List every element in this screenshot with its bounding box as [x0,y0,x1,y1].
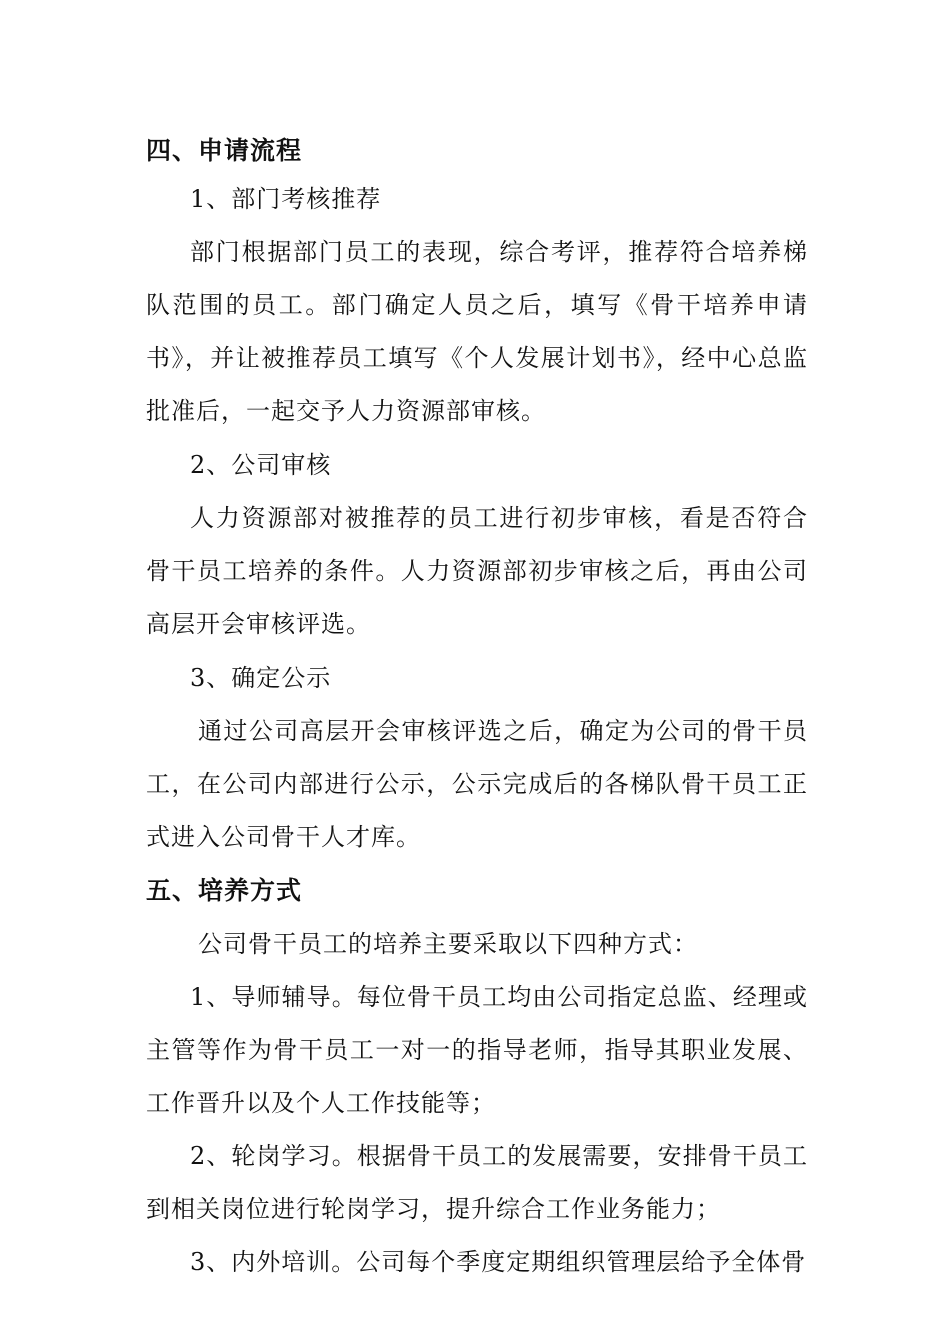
step-heading-confirm-publicize: 3、确定公示 [190,664,332,692]
section-heading-training-methods: 五、培养方式 [146,876,303,905]
step-body-department-recommendation: 部门根据部门员工的表现，综合考评，推荐符合培养梯队范围的员工。部门确定人员之后，填写《骨干培养申请书》，并让被推荐员工填写《个人发展计划书》，经中心总监批准后，一起交予人力资源部审核。 [146,238,808,425]
training-method-internal-external-training: 3、内外培训。公司每个季度定期组织管理层给予全体骨 [190,1248,807,1276]
step-heading-company-review: 2、公司审核 [190,451,332,479]
step-body-confirm-publicize: 通过公司高层开会审核评选之后，确定为公司的骨干员工，在公司内部进行公示，公示完成后的各梯队骨干员工正式进入公司骨干人才库。 [146,717,808,851]
step-body-company-review: 人力资源部对被推荐的员工进行初步审核，看是否符合骨干员工培养的条件。人力资源部初步审核之后，再由公司高层开会审核评选。 [146,504,808,638]
training-method-mentoring: 1、导师辅导。每位骨干员工均由公司指定总监、经理或主管等作为骨干员工一对一的指导老师，指导其职业发展、工作晋升以及个人工作技能等； [146,983,808,1117]
training-methods-intro: 公司骨干员工的培养主要采取以下四种方式： [198,930,698,958]
section-heading-application-process: 四、申请流程 [146,136,303,165]
training-method-rotation: 2、轮岗学习。根据骨干员工的发展需要，安排骨干员工到相关岗位进行轮岗学习，提升综合工作业务能力； [146,1142,808,1223]
document-content [146,128,808,1289]
step-heading-department-recommendation: 1、部门考核推荐 [190,185,382,213]
